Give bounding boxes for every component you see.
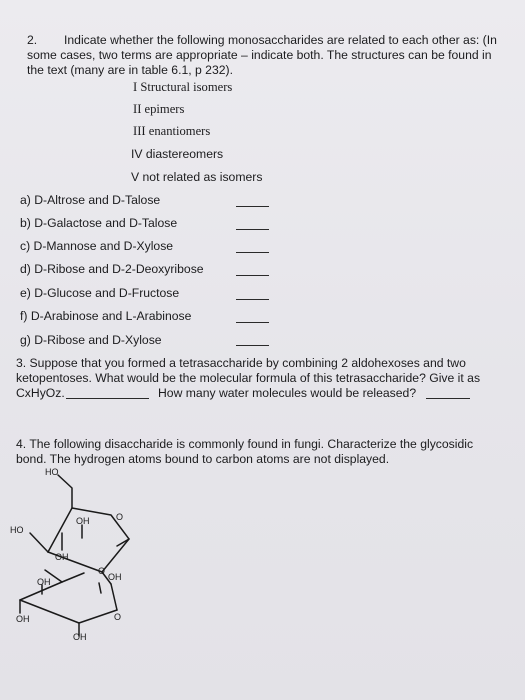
q3-water-question: How many water molecules would be released?: [158, 386, 417, 400]
option-not-related: V not related as isomers: [131, 170, 263, 184]
structure-label: HO: [45, 467, 59, 477]
structure-label: O: [98, 566, 106, 576]
pair-c: c) D-Mannose and D-Xylose: [20, 239, 174, 253]
structure-label: OH: [108, 572, 122, 582]
option-enantiomers: III enantiomers: [133, 124, 211, 138]
structure-label: OH: [76, 516, 90, 526]
q4-line1: 4. The following disaccharide is commonly found in fungi. Characterize the glycosidic: [16, 437, 474, 451]
q3-formula: CxHyOz.: [16, 386, 65, 400]
q2-prompt-line1: Indicate whether the following monosaccharides are related to each other as: (In: [64, 33, 497, 47]
structure-label: O: [114, 612, 122, 622]
structure-label: O: [116, 512, 124, 522]
structure-label: HO: [10, 525, 24, 535]
q3-line1: 3. Suppose that you formed a tetrasaccharide by combining 2 aldohexoses and two: [16, 356, 466, 370]
option-diastereomers: IV diastereomers: [131, 147, 224, 161]
structure-label: OH: [73, 632, 87, 642]
structure-label: OH: [37, 577, 51, 587]
pair-a: a) D-Altrose and D-Talose: [20, 193, 161, 207]
option-structural-isomers: I Structural isomers: [133, 80, 233, 94]
pair-d: d) D-Ribose and D-2-Deoxyribose: [20, 262, 204, 276]
q2-prompt-line3: the text (many are in table 6.1, p 232).: [27, 63, 233, 77]
q3-line2: ketopentoses. What would be the molecular formula of this tetrasaccharide? Give it as: [16, 371, 481, 385]
structure-label: OH: [16, 614, 30, 624]
option-epimers: II epimers: [133, 102, 185, 116]
pair-b: b) D-Galactose and D-Talose: [20, 216, 178, 230]
structure-label: OH: [55, 552, 69, 562]
q2-prompt-line2: some cases, two terms are appropriate – indicate both. The structures can be found in: [27, 48, 492, 62]
q4-line2: bond. The hydrogen atoms bound to carbon atoms are not displayed.: [16, 452, 390, 466]
pair-f: f) D-Arabinose and L-Arabinose: [20, 309, 192, 323]
pair-g: g) D-Ribose and D-Xylose: [20, 333, 162, 347]
structure-labels: [10, 467, 123, 642]
pair-e: e) D-Glucose and D-Fructose: [20, 286, 180, 300]
q2-number: 2.: [27, 33, 38, 47]
